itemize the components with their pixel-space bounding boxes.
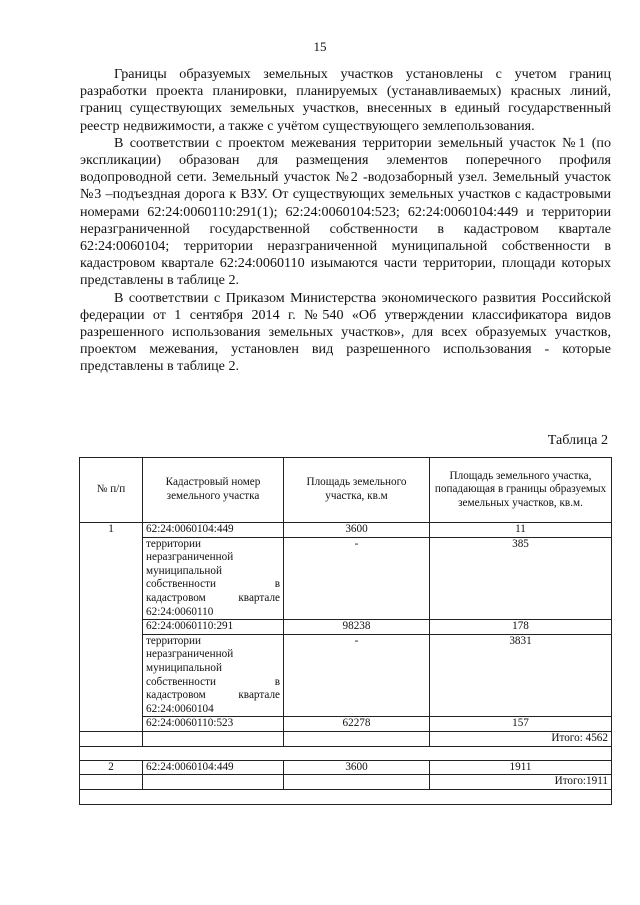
table-row — [80, 523, 612, 538]
table-header-row — [80, 458, 612, 523]
header-area: Площадь земельного участка, кв.м — [284, 458, 430, 523]
spacer-row — [80, 746, 612, 760]
area-in-cell: 11 — [430, 523, 612, 538]
area-cell: - — [284, 634, 430, 717]
area-cell: 98238 — [284, 620, 430, 635]
cadastral-cell: территории неразграниченной муниципальной собственности в кадастровом квартале 62:24:0060104 — [143, 634, 284, 717]
table-row — [80, 760, 612, 775]
table-row — [80, 634, 612, 717]
row-number: 1 — [80, 523, 143, 732]
paragraph-3: В соответствии с Приказом Министерства экономического развития Российской федерации от 1 сентября 2014 г. №540 «Об утверждении классификатора видов разрешенного использования земельных участков», для всех образуемых участков, проектом межевания, установлен вид разрешенного использования - которые представлены в таблице 2. — [80, 289, 611, 375]
area-cell: 3600 — [284, 523, 430, 538]
header-area-in-bounds: Площадь земельного участка, попадающая в границы образуемых земельных участков, кв.м. — [430, 458, 612, 523]
area-in-cell: 385 — [430, 537, 612, 620]
table-row — [80, 620, 612, 635]
table-row — [80, 717, 612, 732]
area-in-cell: 3831 — [430, 634, 612, 717]
total-cell: Итого:1911 — [430, 775, 612, 790]
page-number: 15 — [313, 39, 327, 54]
total-row — [80, 731, 612, 746]
area-in-cell: 178 — [430, 620, 612, 635]
paragraph-1: Границы образуемых земельных участков установлены с учетом границ разработки проекта планировки, планируемых (устанавливаемых) красных линий, границ существующих земельных участков, внесенных в единый государственный реестр недвижимости, а также с учётом существующего землепользования. — [80, 66, 611, 134]
cadastral-cell: 62:24:0060110:291 — [143, 620, 284, 635]
cadastral-cell: 62:24:0060104:449 — [143, 760, 284, 775]
cadastral-cell: 62:24:0060110:523 — [143, 717, 284, 732]
header-cadastral: Кадастровый номер земельного участка — [143, 458, 284, 523]
area-cell: - — [284, 537, 430, 620]
cadastral-cell: 62:24:0060104:449 — [143, 523, 284, 538]
body-text — [80, 66, 611, 376]
area-in-cell: 1911 — [430, 760, 612, 775]
paragraph-2: В соответствии с проектом межевания территории земельный участок №1 (по экспликации) образован для размещения элементов поперечного профиля водопроводной сети. Земельный участок №2 -водозаборный узел. Земельный участок №3 –подъездная дорога к ВЗУ. От существующих земельных участков с кадастровыми номерами 62:24:0060110:291(1); 62:24:0060104:523; 62:24:0060104:449 и территории неразграниченной государственной собственности в кадастровом квартале 62:24:0060104; территории неразграниченной муниципальной собственности в кадастровом квартале 62:24:0060110 изымаются части территории, площади которых представлены в таблице 2. — [80, 134, 611, 289]
total-row — [80, 775, 612, 790]
area-cell: 3600 — [284, 760, 430, 775]
header-number: № п/п — [80, 458, 143, 523]
spacer-row — [80, 789, 612, 804]
total-cell: Итого: 4562 — [430, 731, 612, 746]
table-caption: Таблица 2 — [547, 432, 608, 448]
table-row — [80, 537, 612, 620]
area-cell: 62278 — [284, 717, 430, 732]
row-number: 2 — [80, 760, 143, 775]
cadastral-cell: территории неразграниченной муниципальной собственности в кадастровом квартале 62:24:0060110 — [143, 537, 284, 620]
area-in-cell: 157 — [430, 717, 612, 732]
parcels-table — [79, 457, 612, 805]
